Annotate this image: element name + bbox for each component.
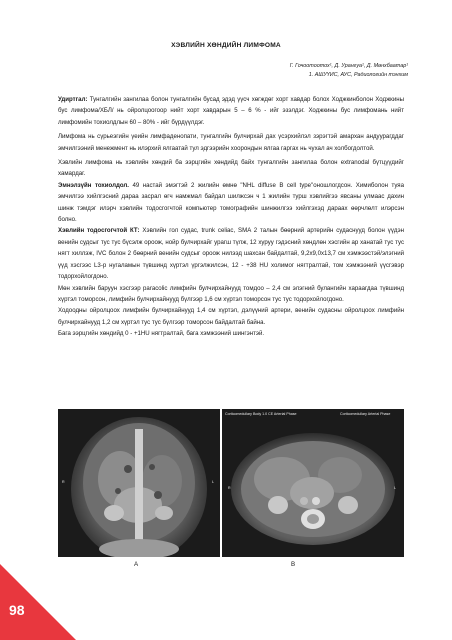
case-paragraph	[58, 180, 404, 226]
intro-paragraph	[58, 94, 404, 128]
scan-a-left-marker: L	[212, 480, 214, 484]
ct-text: Хэвлийн гол судас, trunk celiac, SMA 2 талын бөөрний артерийн судаснууд болон үүдэн венийн судсыг тус тус бүсэлж ороож, нойр булчирхайг урагш түлж, 12 хуруу гэдэсний хөндлөн хэсгийн ар ханатай тус тус нягт хиллэж, IVC болон 2 бөөрний венийн судсыг ороож нилээд шахсан байдалтай, 9,2х9,0х13,7 см хэмжээстэй/элэгний үүд хэсгээс L3-р нугаламын түвшинд хүртэл үргэлжилсэн, 12 - +38 HU холимог нягтралтай, том хэмжээний үүсгэвэр тодорхойлогдоно.	[58, 227, 404, 281]
pelvic-fluid-paragraph: Бага ээрцгийн хөндийд 0 - +1HU нягтралтай, бага хэмжээний шингэнтэй.	[58, 330, 265, 338]
figure-caption-a: A	[134, 561, 139, 568]
figure-caption-b: B	[291, 561, 296, 568]
scan-a-right-marker: R	[62, 480, 65, 484]
author-affiliation: 1. АШУҮИС, АУС, Радиологийн тэнхим	[308, 72, 408, 79]
page-number: 98	[9, 602, 25, 618]
location-paragraph: Хэвлийн лимфома нь хэвлийн хөндий ба ээрцгийн хөндийд байх тунгалгийн зангилаа болон extranodal бүтцүүдийг хамардаг.	[58, 159, 404, 178]
gastric-nodes-paragraph: Ходоодны ойролцоох лимфийн булчирхайнууд 1,4 см хүртэл, дэлүүний артери, венийн судасны ойролцоох лимфийн булчирхайнууд 1,2 см хүртэл тус тус бүлгээр томорсон байдалтай байна.	[58, 307, 404, 326]
scan-b-right-marker: R	[228, 486, 231, 490]
scan-b-left-marker: L	[394, 486, 396, 490]
intro-text: Тунгалгийн зангилаа болон тунгалгийн бусад эдэд үүсч хөгждөг хорт хавдар болох Ходжкинболон Ходжкины бус лимфома/ХБЛ/ нь ойролцоогоор нийт хорт хавдарын 5 – 6 % - ийг эзэлдэг. Ходжкины бус лимфомань нийт лимфомийн тохиолдлын 60 – 80% - ийг бүрдүүлдэг.	[58, 96, 404, 126]
author-names: Г. Гочоотоотох¹, Д. Урангуа¹, Д. Мөнхбаатар¹	[289, 63, 408, 69]
case-text: 49 настай эмэгтэй 2 жилийн өмнө "NHL diffuse B cell type"оношлогдсон. Химиболон туяа эмчилгээ хийлгэсний дараа засрал өгч намжмал байдал шилжсэн ч 1 жилийн турш хэвлийгээ явсаны улмаас дахин шинж тэмдэг илэрч хэвлийн тодосгогчтой компьютер томографийн шинжилгээ хийлгэхэд дараах өөрчлөлт илэрсэн болно.	[58, 181, 405, 224]
scan-b-header-left: Corticomedullary Body 1.0 CE Arterial Phase	[225, 412, 297, 416]
ct-figure	[58, 409, 404, 557]
ct-scan-axial	[222, 409, 404, 557]
differential-paragraph: Лимфома нь сүрьеэгийн үеийн лимфаденопати, тунгалгийн булчирхай дах үсэрхийлэл зэрэгтэй амархан андуурагддаг эмчилгээний менежмент нь илэрхий ялгаатай тул эдгээрийн хоорондын ялгаа гаргах нь чухал ач холбогдолтой.	[58, 133, 404, 152]
intro-label: Удиртгал:	[58, 96, 88, 103]
article-title: ХЭВЛИЙН ХӨНДИЙН ЛИМФОМА	[171, 42, 281, 49]
scan-b-header-right: Corticomedullary Arterial Phase	[340, 412, 391, 416]
ct-coronal-image	[58, 409, 220, 557]
ct-axial-image	[222, 409, 404, 557]
paracolic-paragraph: Мөн хэвлийн баруун хэсгээр paracolic лимфийн булчирхайнууд томдоо – 2,4 см элэгний булангийн хараагдаа түвшинд хүртэл томорсон, лимфийн булчирхайнууд бүлгээр 1,6 см хүртэл томорсон тус тус тодорхойлогдоно.	[58, 284, 404, 303]
case-label: Эмнэлзүйн тохиолдол.	[58, 181, 129, 189]
ct-label: Хэвлийн тодосгогчтой КТ:	[58, 227, 140, 235]
article-body	[58, 94, 404, 340]
author-block	[290, 62, 408, 80]
ct-scan-coronal	[58, 409, 220, 557]
ct-paragraph	[58, 225, 404, 282]
